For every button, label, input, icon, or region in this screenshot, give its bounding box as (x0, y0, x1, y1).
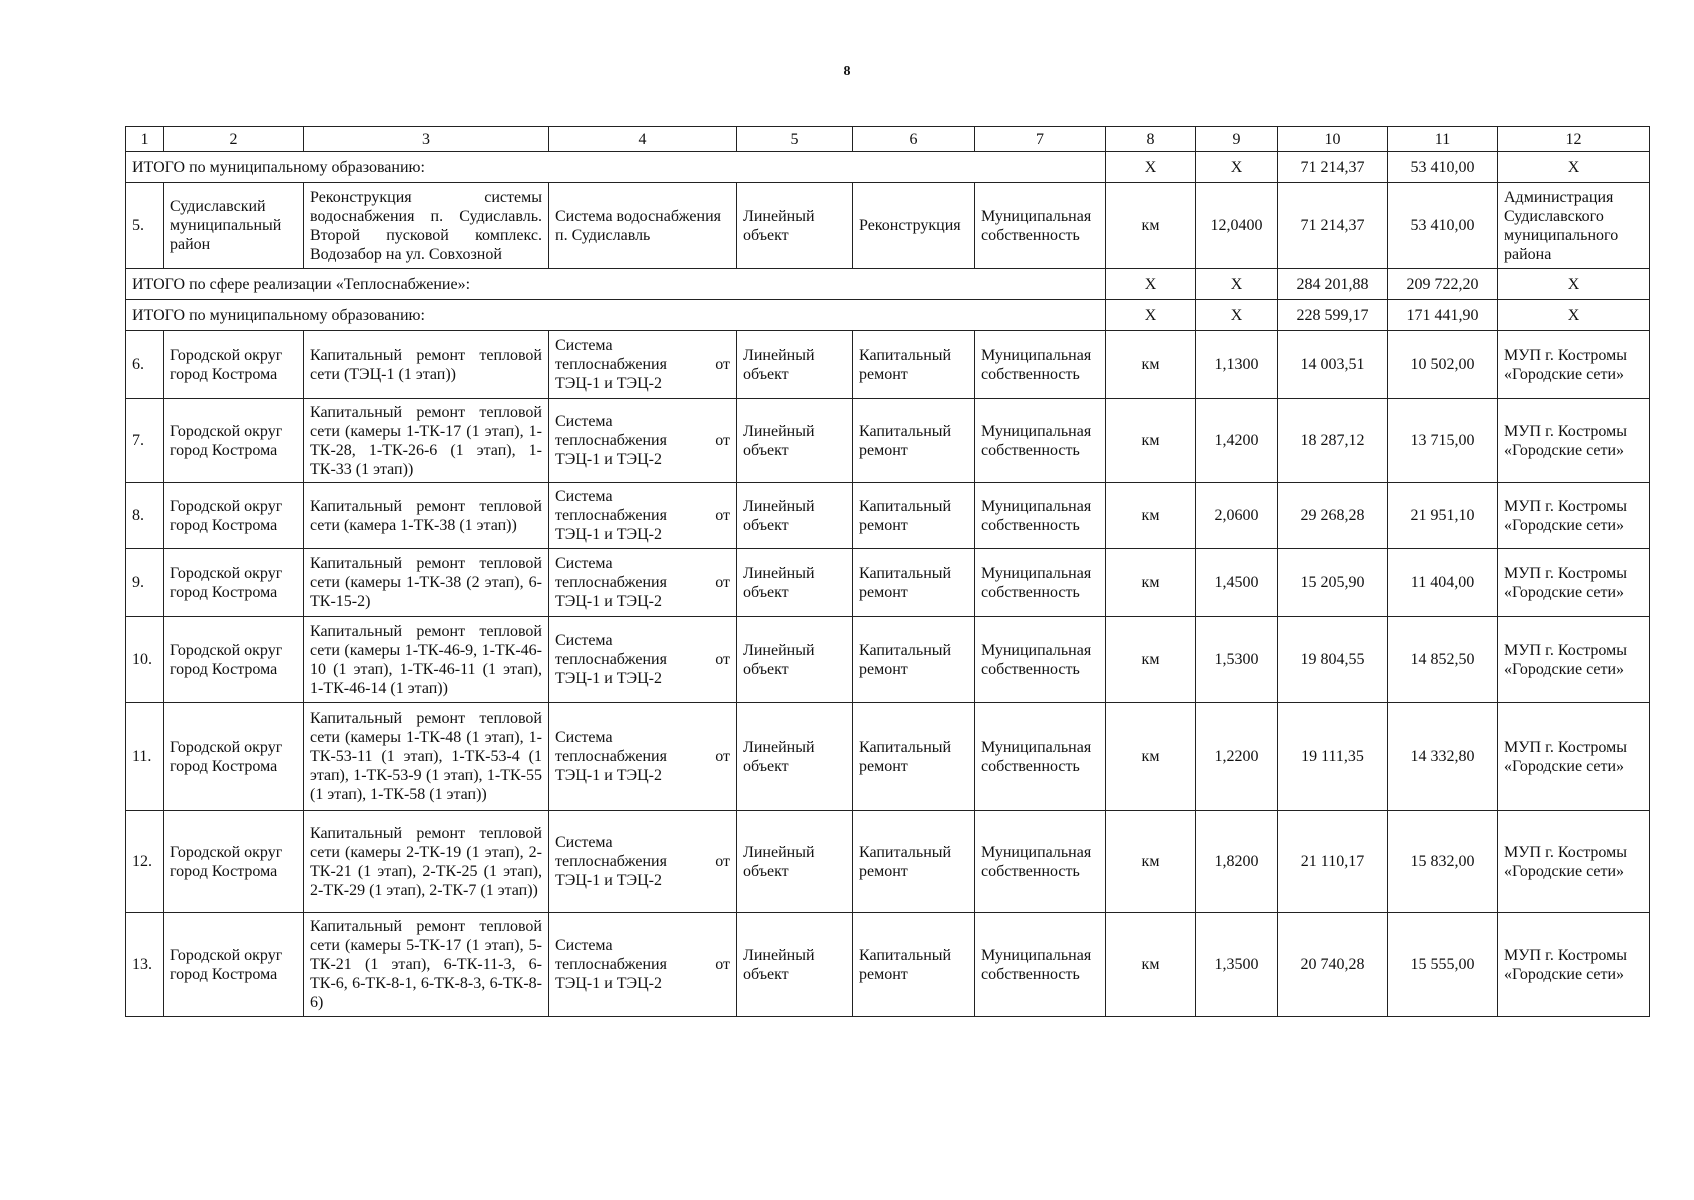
table-row (126, 549, 1650, 617)
row-funds: 53 410,00 (1388, 183, 1498, 269)
column-number: 5 (737, 127, 853, 152)
total-c9: Х (1196, 269, 1278, 300)
row-qty: 1,3500 (1196, 913, 1278, 1017)
row-cost: 21 110,17 (1278, 811, 1388, 913)
row-work: Капитальный ремонт (853, 549, 975, 617)
projects-table (125, 126, 1650, 1017)
row-number: 12. (126, 811, 164, 913)
row-name: Капитальный ремонт тепловой сети (камеры 5-ТК-17 (1 этап), 5-ТК-21 (1 этап), 6-ТК-11-3, 6-ТК-6, 6-ТК-8-1, 6-ТК-8-3, 6-ТК-8-6) (304, 913, 549, 1017)
row-unit: км (1106, 913, 1196, 1017)
row-name: Капитальный ремонт тепловой сети (камера 1-ТК-38 (1 этап)) (304, 483, 549, 549)
row-type: Линейный объект (737, 483, 853, 549)
row-unit: км (1106, 549, 1196, 617)
system-line-2: теплоснабжения (555, 748, 667, 765)
row-qty: 1,8200 (1196, 811, 1278, 913)
column-number: 10 (1278, 127, 1388, 152)
system-line-2: теплоснабжения (555, 651, 667, 668)
row-name: Капитальный ремонт тепловой сети (камеры 1-ТК-46-9, 1-ТК-46-10 (1 этап), 1-ТК-46-11 (1 этап), 1-ТК-46-14 (1 этап)) (304, 617, 549, 703)
row-number: 10. (126, 617, 164, 703)
system-line-2: теплоснабжения (555, 574, 667, 591)
row-qty: 1,2200 (1196, 703, 1278, 811)
total-funds: 53 410,00 (1388, 152, 1498, 183)
row-system (549, 913, 737, 1017)
row-org: МУП г. Костромы «Городские сети» (1498, 913, 1650, 1017)
total-row (126, 152, 1650, 183)
row-cost: 20 740,28 (1278, 913, 1388, 1017)
row-name: Капитальный ремонт тепловой сети (камеры 2-ТК-19 (1 этап), 2-ТК-21 (1 этап), 2-ТК-25 (1 этап), 2-ТК-29 (1 этап), 2-ТК-7 (1 этап)) (304, 811, 549, 913)
row-type: Линейный объект (737, 703, 853, 811)
system-from: от (715, 507, 730, 524)
column-number: 6 (853, 127, 975, 152)
row-unit: км (1106, 399, 1196, 483)
row-qty: 1,4500 (1196, 549, 1278, 617)
row-system (549, 399, 737, 483)
system-line-1: Система (555, 488, 613, 505)
row-number: 13. (126, 913, 164, 1017)
row-qty: 2,0600 (1196, 483, 1278, 549)
page-number: 8 (843, 64, 851, 79)
row-system (549, 703, 737, 811)
system-line-3: ТЭЦ-1 и ТЭЦ-2 (555, 593, 662, 610)
system-line-1: Система (555, 937, 613, 954)
column-number: 8 (1106, 127, 1196, 152)
row-number: 6. (126, 331, 164, 399)
row-type: Линейный объект (737, 811, 853, 913)
row-work: Капитальный ремонт (853, 331, 975, 399)
total-c12: Х (1498, 152, 1650, 183)
row-funds: 14 852,50 (1388, 617, 1498, 703)
total-cost: 228 599,17 (1278, 300, 1388, 331)
row-type: Линейный объект (737, 549, 853, 617)
system-from: от (715, 574, 730, 591)
system-from: от (715, 748, 730, 765)
row-owner: Муниципальная собственность (975, 703, 1106, 811)
row-unit: км (1106, 703, 1196, 811)
row-area: Городской округ город Кострома (164, 703, 304, 811)
row-cost: 29 268,28 (1278, 483, 1388, 549)
row-owner: Муниципальная собственность (975, 913, 1106, 1017)
row-org: МУП г. Костромы «Городские сети» (1498, 811, 1650, 913)
row-area: Городской округ город Кострома (164, 549, 304, 617)
system-line-1: Система (555, 337, 613, 354)
table-row (126, 399, 1650, 483)
row-owner: Муниципальная собственность (975, 549, 1106, 617)
system-line-1: Система (555, 632, 613, 649)
row-work: Капитальный ремонт (853, 483, 975, 549)
row-system (549, 617, 737, 703)
row-org: МУП г. Костромы «Городские сети» (1498, 703, 1650, 811)
row-unit: км (1106, 183, 1196, 269)
total-row (126, 300, 1650, 331)
system-from: от (715, 956, 730, 973)
row-name: Капитальный ремонт тепловой сети (камеры 1-ТК-48 (1 этап), 1-ТК-53-11 (1 этап), 1-ТК-53-4 (1 этап), 1-ТК-53-9 (1 этап), 1-ТК-55 (1 этап), 1-ТК-58 (1 этап)) (304, 703, 549, 811)
column-number: 11 (1388, 127, 1498, 152)
total-c12: Х (1498, 300, 1650, 331)
row-funds: 15 832,00 (1388, 811, 1498, 913)
column-number: 4 (549, 127, 737, 152)
table-row (126, 331, 1650, 399)
total-c9: Х (1196, 300, 1278, 331)
system-line-1: Система (555, 729, 613, 746)
system-from: от (715, 356, 730, 373)
row-owner: Муниципальная собственность (975, 811, 1106, 913)
column-number: 1 (126, 127, 164, 152)
row-funds: 10 502,00 (1388, 331, 1498, 399)
total-c8: Х (1106, 300, 1196, 331)
system-line-2: теплоснабжения (555, 432, 667, 449)
row-number: 7. (126, 399, 164, 483)
row-system (549, 331, 737, 399)
total-c8: Х (1106, 152, 1196, 183)
row-cost: 19 804,55 (1278, 617, 1388, 703)
total-label: ИТОГО по сфере реализации «Теплоснабжение»: (126, 269, 1106, 300)
row-cost: 18 287,12 (1278, 399, 1388, 483)
row-type: Линейный объект (737, 331, 853, 399)
table-row (126, 617, 1650, 703)
row-name: Капитальный ремонт тепловой сети (камеры 1-ТК-17 (1 этап), 1-ТК-28, 1-ТК-26-6 (1 этап), 1-ТК-33 (1 этап)) (304, 399, 549, 483)
row-funds: 21 951,10 (1388, 483, 1498, 549)
row-number: 8. (126, 483, 164, 549)
table-row (126, 703, 1650, 811)
total-row (126, 269, 1650, 300)
row-cost: 19 111,35 (1278, 703, 1388, 811)
column-number-row (126, 127, 1650, 152)
column-number: 12 (1498, 127, 1650, 152)
column-number: 9 (1196, 127, 1278, 152)
system-line-3: ТЭЦ-1 и ТЭЦ-2 (555, 767, 662, 784)
row-qty: 1,1300 (1196, 331, 1278, 399)
row-cost: 71 214,37 (1278, 183, 1388, 269)
row-qty: 1,5300 (1196, 617, 1278, 703)
row-system (549, 811, 737, 913)
row-unit: км (1106, 617, 1196, 703)
total-c12: Х (1498, 269, 1650, 300)
row-qty: 12,0400 (1196, 183, 1278, 269)
table-row (126, 913, 1650, 1017)
row-org: МУП г. Костромы «Городские сети» (1498, 331, 1650, 399)
row-area: Городской округ город Кострома (164, 811, 304, 913)
row-owner: Муниципальная собственность (975, 617, 1106, 703)
total-funds: 171 441,90 (1388, 300, 1498, 331)
row-type: Линейный объект (737, 183, 853, 269)
total-label: ИТОГО по муниципальному образованию: (126, 300, 1106, 331)
system-from: от (715, 853, 730, 870)
row-work: Капитальный ремонт (853, 399, 975, 483)
column-number: 3 (304, 127, 549, 152)
total-cost: 71 214,37 (1278, 152, 1388, 183)
system-line-2: теплоснабжения (555, 956, 667, 973)
column-number: 7 (975, 127, 1106, 152)
row-org: МУП г. Костромы «Городские сети» (1498, 399, 1650, 483)
total-cost: 284 201,88 (1278, 269, 1388, 300)
row-name: Капитальный ремонт тепловой сети (камеры 1-ТК-38 (2 этап), 6-ТК-15-2) (304, 549, 549, 617)
row-funds: 14 332,80 (1388, 703, 1498, 811)
row-owner: Муниципальная собственность (975, 183, 1106, 269)
row-area: Городской округ город Кострома (164, 399, 304, 483)
row-type: Линейный объект (737, 617, 853, 703)
row-name: Капитальный ремонт тепловой сети (ТЭЦ-1 (1 этап)) (304, 331, 549, 399)
system-line-1: Система (555, 834, 613, 851)
row-org: МУП г. Костромы «Городские сети» (1498, 549, 1650, 617)
system-line-3: ТЭЦ-1 и ТЭЦ-2 (555, 375, 662, 392)
row-cost: 14 003,51 (1278, 331, 1388, 399)
row-funds: 11 404,00 (1388, 549, 1498, 617)
row-number: 11. (126, 703, 164, 811)
row-work: Капитальный ремонт (853, 811, 975, 913)
row-work: Капитальный ремонт (853, 913, 975, 1017)
total-c9: Х (1196, 152, 1278, 183)
row-org: МУП г. Костромы «Городские сети» (1498, 483, 1650, 549)
row-area: Городской округ город Кострома (164, 617, 304, 703)
system-line-1: Система (555, 555, 613, 572)
system-line-3: ТЭЦ-1 и ТЭЦ-2 (555, 670, 662, 687)
row-system (549, 549, 737, 617)
row-qty: 1,4200 (1196, 399, 1278, 483)
row-system (549, 483, 737, 549)
system-line-2: теплоснабжения (555, 507, 667, 524)
system-line-3: ТЭЦ-1 и ТЭЦ-2 (555, 526, 662, 543)
row-unit: км (1106, 483, 1196, 549)
row-system: Система водоснабжения п. Судиславль (549, 183, 737, 269)
row-type: Линейный объект (737, 913, 853, 1017)
row-area: Городской округ город Кострома (164, 331, 304, 399)
row-owner: Муниципальная собственность (975, 483, 1106, 549)
row-unit: км (1106, 331, 1196, 399)
row-org: Администрация Судиславского муниципального района (1498, 183, 1650, 269)
row-unit: км (1106, 811, 1196, 913)
system-from: от (715, 651, 730, 668)
column-number: 2 (164, 127, 304, 152)
table-row (126, 183, 1650, 269)
row-name: Реконструкция системы водоснабжения п. Судиславль. Второй пусковой комплекс. Водозабор на ул. Совхозной (304, 183, 549, 269)
row-cost: 15 205,90 (1278, 549, 1388, 617)
total-label: ИТОГО по муниципальному образованию: (126, 152, 1106, 183)
table-row (126, 811, 1650, 913)
row-owner: Муниципальная собственность (975, 331, 1106, 399)
system-line-2: теплоснабжения (555, 356, 667, 373)
system-line-1: Система (555, 413, 613, 430)
row-funds: 15 555,00 (1388, 913, 1498, 1017)
row-org: МУП г. Костромы «Городские сети» (1498, 617, 1650, 703)
system-line-2: теплоснабжения (555, 853, 667, 870)
system-line-3: ТЭЦ-1 и ТЭЦ-2 (555, 872, 662, 889)
row-type: Линейный объект (737, 399, 853, 483)
row-funds: 13 715,00 (1388, 399, 1498, 483)
row-area: Городской округ город Кострома (164, 483, 304, 549)
system-from: от (715, 432, 730, 449)
row-owner: Муниципальная собственность (975, 399, 1106, 483)
row-work: Капитальный ремонт (853, 703, 975, 811)
row-number: 9. (126, 549, 164, 617)
total-c8: Х (1106, 269, 1196, 300)
row-number: 5. (126, 183, 164, 269)
row-area: Судиславский муниципальный район (164, 183, 304, 269)
system-line-3: ТЭЦ-1 и ТЭЦ-2 (555, 451, 662, 468)
row-work: Капитальный ремонт (853, 617, 975, 703)
row-area: Городской округ город Кострома (164, 913, 304, 1017)
table-row (126, 483, 1650, 549)
total-funds: 209 722,20 (1388, 269, 1498, 300)
row-work: Реконструкция (853, 183, 975, 269)
system-line-3: ТЭЦ-1 и ТЭЦ-2 (555, 975, 662, 992)
